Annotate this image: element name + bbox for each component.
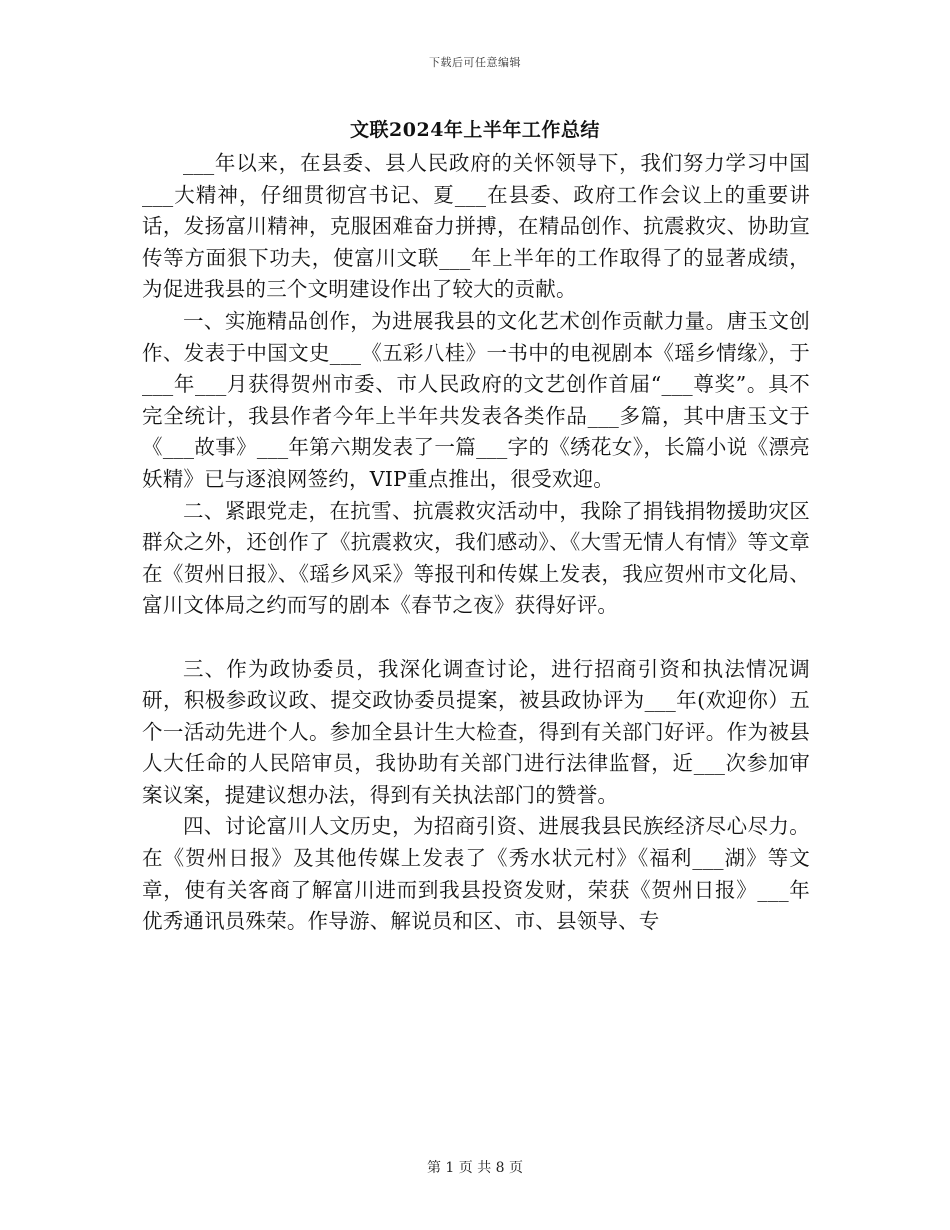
paragraph-section-2: 二、紧跟党走，在抗雪、抗震救灾活动中，我除了捐钱捐物援助灾区群众之外，还创作了《抗震救灾，我们感动》、《大雪无情人有情》等文章在《贺州日报》、《瑶乡风采》等报刊和传媒上发表，我应贺州市文化局、富川文体局之约而写的剧本《春节之夜》获得好评。 bbox=[142, 498, 810, 618]
paragraph-section-4: 四、讨论富川人文历史，为招商引资、进展我县民族经济尽心尽力。在《贺州日报》及其他传媒上发表了《秀水状元村》《福利___湖》等文章，使有关客商了解富川进而到我县投资发财，荣获《贺州日报》___年优秀通讯员殊荣。作导游、解说员和区、市、县领导、专 bbox=[142, 814, 810, 934]
page-number-footer: 第 1 页 共 8 页 bbox=[426, 1160, 524, 1176]
paragraph-intro: ___年以来，在县委、县人民政府的关怀领导下，我们努力学习中国___大精神，仔细贯彻宫书记、夏___在县委、政府工作会议上的重要讲话，发扬富川精神，克服困难奋力拼搏，在精品创作、抗震救灾、协助宣传等方面狠下功夫，使富川文联___年上半年的工作取得了的显著成绩，为促进我县的三个文明建设作出了较大的贡献。 bbox=[142, 151, 810, 302]
document-body bbox=[142, 148, 810, 938]
paragraph-section-3: 三、作为政协委员，我深化调查讨论，进行招商引资和执法情况调研，积极参政议政、提交政协委员提案，被县政协评为___年(欢迎你）五个一活动先进个人。参加全县计生大检查，得到有关部门好评。作为被县人大任命的人民陪审员，我协助有关部门进行法律监督，近___次参加审案议案，提建议想办法，得到有关执法部门的赞誉。 bbox=[142, 656, 810, 807]
paragraph-section-1: 一、实施精品创作，为进展我县的文化艺术创作贡献力量。唐玉文创作、发表于中国文史___《五彩八桂》一书中的电视剧本《瑶乡情缘》，于___年___月获得贺州市委、市人民政府的文艺创作首届“___尊奖”。具不完全统计，我县作者今年上半年共发表各类作品___多篇，其中唐玉文于《___故事》___年第六期发表了一篇___字的《绣花女》，长篇小说《漂亮妖精》已与逐浪网签约，VIP重点推出，很受欢迎。 bbox=[142, 308, 810, 491]
page-header-note: 下载后可任意编辑 bbox=[429, 56, 521, 69]
document-title: 文联2024年上半年工作总结 bbox=[350, 119, 600, 141]
